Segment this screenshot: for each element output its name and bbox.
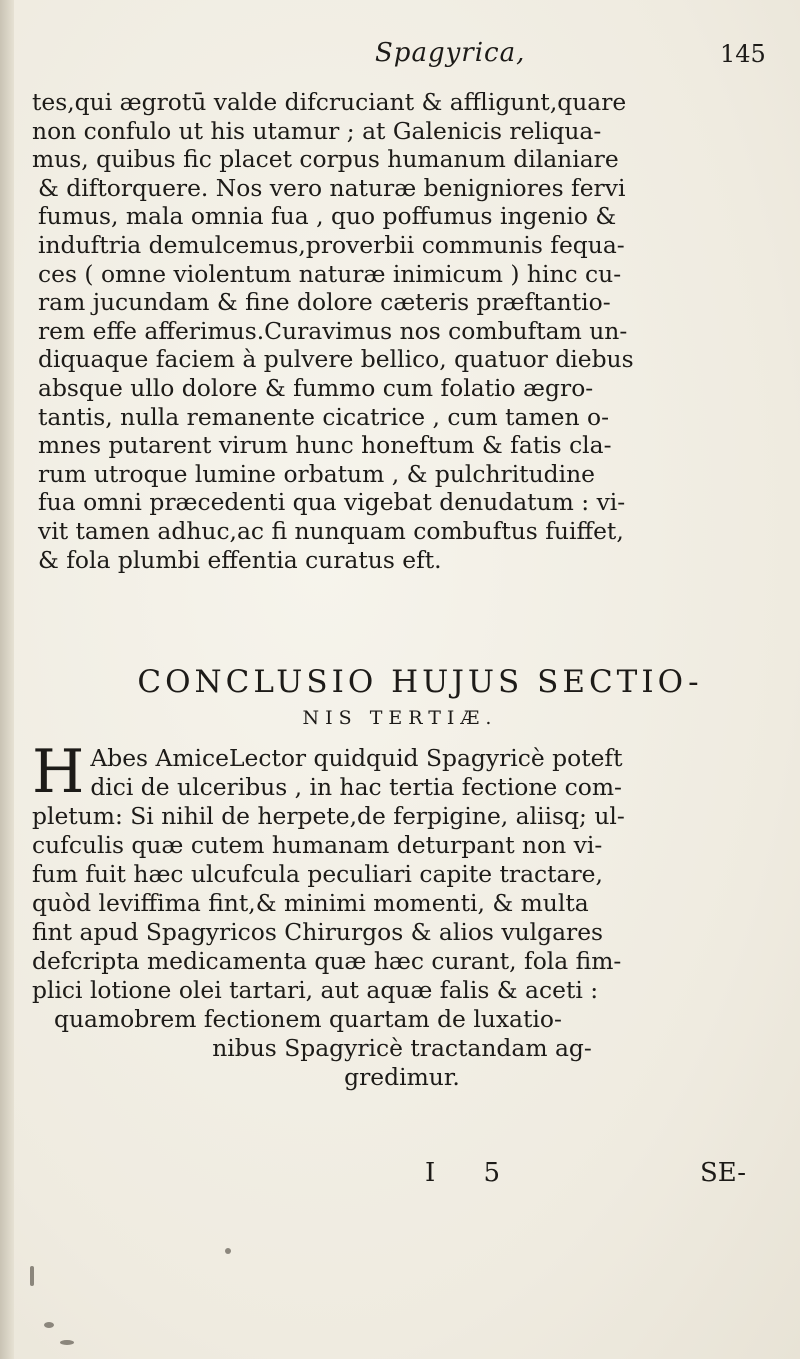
text-line: fint apud Spagyricos Chirurgos & alios vulgares	[32, 918, 604, 946]
text-line: ram jucundam & fine dolore cæteris præftantio-	[38, 288, 611, 317]
text-line: diquaque faciem à pulvere bellico, quatuor diebus	[38, 345, 634, 374]
text-line: nibus Spagyricè tractandam ag-	[212, 1034, 592, 1062]
text-line: plici lotione olei tartari, aut aquæ falis & aceti :	[32, 976, 599, 1004]
ink-speck	[225, 1248, 231, 1254]
text-line: fum fuit hæc ulcufcula peculiari capite tractare,	[32, 860, 603, 888]
running-head: Spagyrica,	[375, 38, 526, 68]
text-line: quamobrem fectionem quartam de luxatio-	[54, 1005, 562, 1033]
paragraph-1	[32, 88, 772, 574]
text-line: dici de ulceribus , in hac tertia fectione com-	[90, 773, 622, 801]
text-line: Abes AmiceLector quidquid Spagyricè poteft	[90, 744, 623, 772]
text-line: gredimur.	[344, 1063, 460, 1091]
text-line: & diftorquere. Nos vero naturæ benigniores fervi	[38, 173, 626, 202]
text-line: defcripta medicamenta quæ hæc curant, fola fim-	[32, 947, 622, 975]
text-line: rum utroque lumine orbatum , & pulchritudine	[38, 459, 596, 488]
ink-speck	[30, 1266, 34, 1286]
text-line: cufculis quæ cutem humanam deturpant non vi-	[32, 831, 603, 859]
section-subheading: NIS TERTIÆ.	[302, 707, 498, 729]
page-header	[0, 38, 800, 78]
text-line: rem effe afferimus.Curavimus nos combuftam un-	[38, 316, 628, 345]
text-line: pletum: Si nihil de herpete,de ferpigine, aliisq; ul-	[32, 802, 625, 830]
text-line: absque ullo dolore & fummo cum folatio ægro-	[38, 373, 594, 402]
page-footer	[0, 1158, 800, 1198]
catchword: SE-	[700, 1158, 747, 1188]
section-heading: CONCLUSIO HUJUS SECTIO-	[137, 664, 703, 700]
ink-speck	[60, 1340, 74, 1345]
text-line: tes,qui ægrotū valde difcruciant & affligunt,quare	[32, 88, 627, 116]
text-line: & fola plumbi effentia curatus eft.	[38, 545, 442, 574]
page-number: 145	[720, 40, 766, 68]
text-line: vit tamen adhuc,ac fi nunquam combuftus fuiffet,	[38, 516, 624, 545]
text-line: non confulo ut his utamur ; at Galenicis reliqua-	[32, 116, 602, 145]
drop-cap: H	[32, 737, 85, 807]
text-line: mnes putarent virum hunc honeftum & fatis cla-	[38, 431, 612, 460]
text-line: fumus, mala omnia fua , quo poffumus ingenio &	[38, 202, 617, 231]
ink-speck	[44, 1322, 54, 1328]
text-line: quòd leviffima fint,& minimi momenti, & multa	[32, 889, 589, 917]
text-line: ces ( omne violentum naturæ inimicum ) hinc cu-	[38, 259, 622, 288]
paragraph-2	[32, 737, 772, 1092]
text-line: induftria demulcemus,proverbii communis fequa-	[38, 230, 625, 259]
text-line: tantis, nulla remanente cicatrice , cum tamen o-	[38, 402, 610, 431]
text-line: mus, quibus fic placet corpus humanum dilaniare	[32, 145, 619, 174]
signature-mark: I 5	[425, 1158, 521, 1188]
text-line: fua omni præcedenti qua vigebat denudatum : vi-	[38, 488, 626, 517]
